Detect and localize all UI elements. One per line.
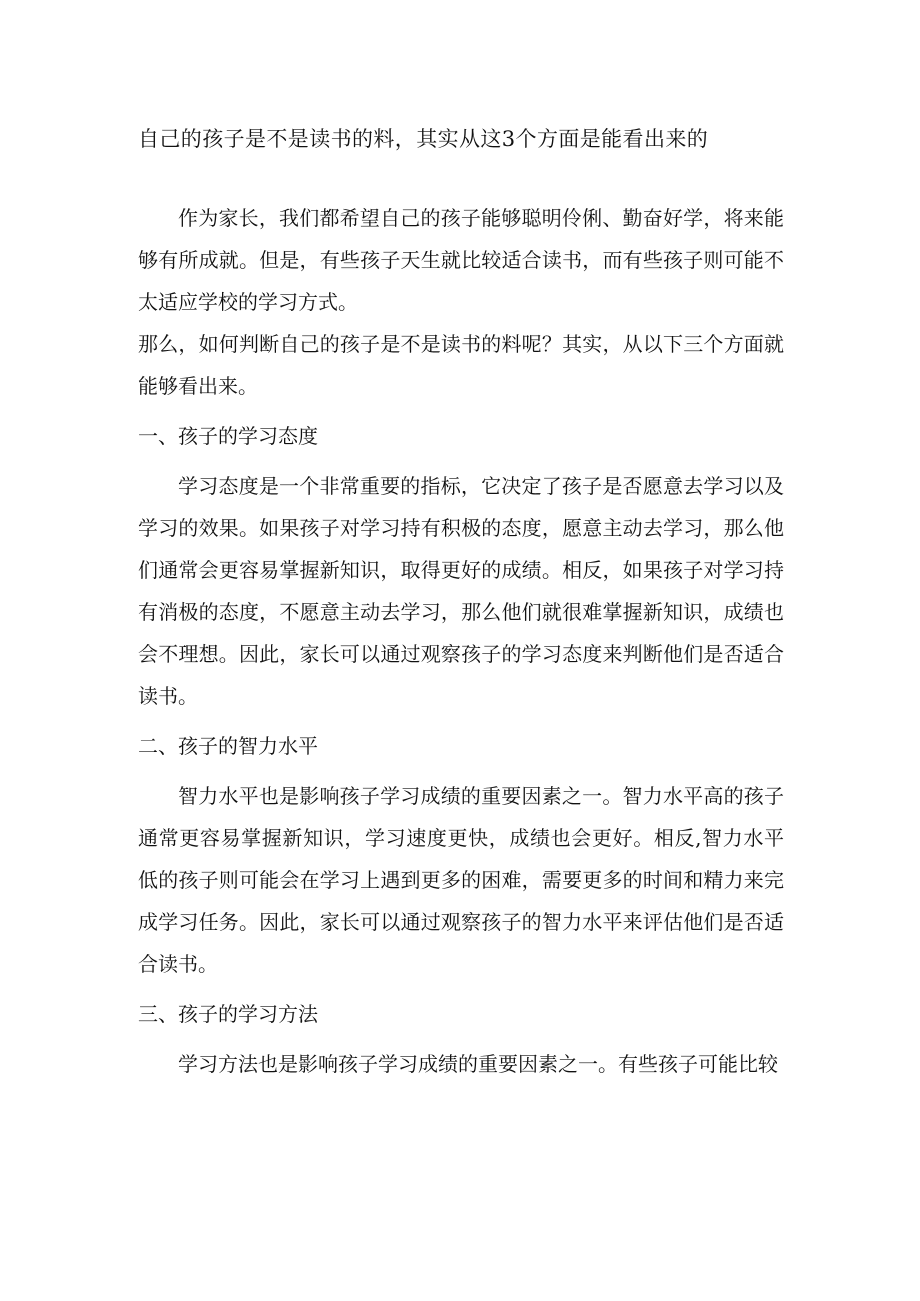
- question-paragraph: 那么，如何判断自己的孩子是不是读书的料呢？其实，从以下三个方面就能够看出来。: [138, 332, 784, 398]
- section-heading-intelligence: 二、孩子的智力水平: [138, 734, 318, 758]
- section-body-intelligence: 智力水平也是影响孩子学习成绩的重要因素之一。智力水平高的孩子通常更容易掌握新知识，学习速度更快，成绩也会更好。相反,智力水平低的孩子则可能会在学习上遇到更多的困难，需要更多的时间和精力来完成学习任务。因此，家长可以通过观察孩子的智力水平来评估他们是否适合读书。: [138, 784, 784, 976]
- document-title: 自己的孩子是不是读书的料，其实从这3个方面是能看出来的: [138, 127, 709, 151]
- section-body-attitude: 学习态度是一个非常重要的指标，它决定了孩子是否愿意去学习以及学习的效果。如果孩子对学习持有积极的态度，愿意主动去学习，那么他们通常会更容易掌握新知识，取得更好的成绩。相反，如果孩子对学习持有消极的态度，不愿意主动去学习，那么他们就很难掌握新知识，成绩也会不理想。因此，家长可以通过观察孩子的学习态度来判断他们是否适合读书。: [138, 474, 784, 708]
- intro-paragraph: 作为家长，我们都希望自己的孩子能够聪明伶俐、勤奋好学，将来能够有所成就。但是，有些孩子天生就比较适合读书，而有些孩子则可能不太适应学校的学习方式。: [138, 206, 784, 314]
- section-heading-attitude: 一、孩子的学习态度: [138, 424, 318, 448]
- section-body-method: 学习方法也是影响孩子学习成绩的重要因素之一。有些孩子可能比较: [178, 1052, 778, 1076]
- section-heading-method: 三、孩子的学习方法: [138, 1002, 318, 1026]
- document-body: [138, 197, 784, 1085]
